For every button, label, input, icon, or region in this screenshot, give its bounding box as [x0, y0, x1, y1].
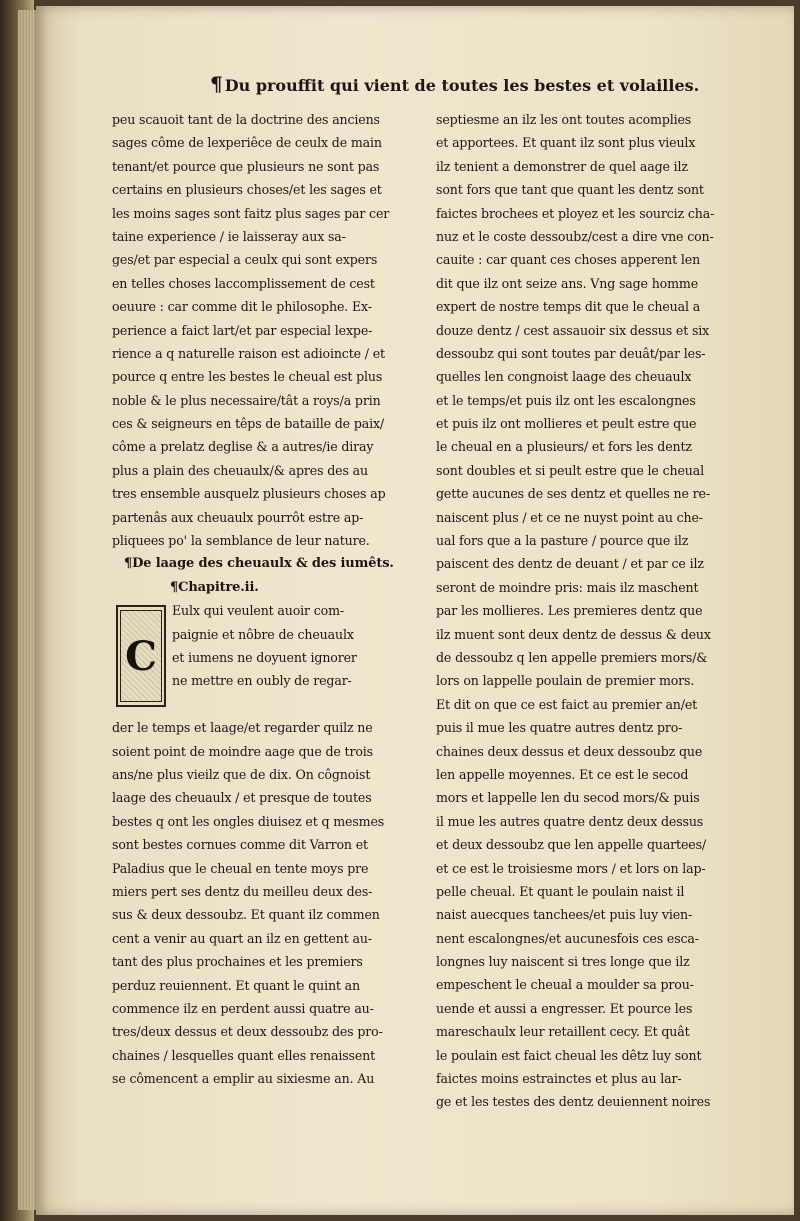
text-line: sus & deux dessoubz. Et quant ilz commen	[112, 907, 380, 923]
text-line: ces & seigneurs en têps de bataille de paix/	[112, 416, 385, 432]
text-line: Paladius que le cheual en tente moys pre	[112, 860, 369, 876]
text-line: sont doubles et si peult estre que le cheual	[436, 462, 704, 478]
text-line: dessoubz qui sont toutes par deuât/par les-	[436, 345, 706, 361]
text-line: Eulx qui veulent auoir com-	[172, 603, 345, 619]
text-line: cauite : car quant ces choses apperent len	[436, 252, 701, 268]
text-line: pelle cheual. Et quant le poulain naist il	[436, 883, 685, 899]
pilcrow-mark: ¶	[210, 72, 223, 96]
drop-cap-lines	[172, 599, 418, 716]
text-line: puis il mue les quatre autres dentz pro-	[436, 720, 683, 736]
text-line: le poulain est faict cheual les dêtz luy sont	[436, 1047, 702, 1063]
text-line: Et dit on que ce est faict au premier an/et	[436, 696, 698, 712]
text-line: paiscent des dentz de deuant / et par ce ilz	[436, 556, 704, 572]
text-line: cent a venir au quart an ilz en gettent au-	[112, 930, 372, 946]
text-line: et apportees. Et quant ilz sont plus vieulx	[436, 135, 696, 151]
chapter-heading: ¶De laage des cheuaulx & des iumêts.	[124, 556, 394, 572]
text-line: ge et les testes des dentz deuiennent noires	[436, 1094, 711, 1110]
text-line: pliquees po' la semblance de leur nature.	[112, 533, 370, 549]
text-line: empeschent le cheual a moulder sa prou-	[436, 977, 694, 993]
left-lines-before	[112, 108, 418, 552]
text-line: tant des plus prochaines et les premiers	[112, 954, 363, 970]
initial-letter: C	[120, 610, 162, 702]
text-line: naiscent plus / et ce ne nuyst point au che-	[436, 509, 703, 525]
text-line: perduz reuiennent. Et quant le quint an	[112, 977, 361, 993]
text-line: plus a plain des cheuaulx/& apres des au	[112, 462, 368, 478]
text-line: côme a prelatz deglise & a autres/ie diray	[112, 439, 374, 455]
drop-cap-block	[112, 599, 418, 716]
text-line: soient point de moindre aage que de trois	[112, 743, 373, 759]
page-edges	[18, 10, 38, 1210]
text-line: par les mollieres. Les premieres dentz que	[436, 603, 703, 619]
text-line: gette aucunes de ses dentz et quelles ne re-	[436, 486, 710, 502]
text-line: len appelle moyennes. Et ce est le secod	[436, 766, 689, 782]
text-line: ges/et par especial a ceulx qui sont expers	[112, 252, 378, 268]
text-line: bestes q ont les ongles diuisez et q mesmes	[112, 813, 385, 829]
text-line: et puis ilz ont mollieres et peult estre que	[436, 416, 697, 432]
left-column	[112, 108, 418, 1090]
text-line: rience a q naturelle raison est adioincte / et	[112, 345, 385, 361]
running-header-title: Du prouffit qui vient de toutes les bestes et volailles.	[224, 76, 700, 95]
text-line: dit que ilz ont seize ans. Vng sage homme	[436, 275, 698, 291]
text-line: chaines / lesquelles quant elles renaissent	[112, 1047, 376, 1063]
text-line: chaines deux dessus et deux dessoubz que	[436, 743, 703, 759]
text-line: certains en plusieurs choses/et les sages et	[112, 182, 382, 198]
text-line: sont bestes cornues comme dit Varron et	[112, 837, 368, 853]
text-line: sages côme de lexperiêce de ceulx de main	[112, 135, 382, 151]
text-line: ilz muent sont deux dentz de dessus & deux	[436, 626, 711, 642]
text-line: sont fors que tant que quant les dentz sont	[436, 182, 704, 198]
text-line: uende et aussi a engresser. Et pource les	[436, 1000, 693, 1016]
text-line: peu scauoit tant de la doctrine des anciens	[112, 112, 380, 127]
text-line: mors et lappelle len du secod mors/& puis	[436, 790, 700, 806]
text-line: seront de moindre pris: mais ilz maschent	[436, 579, 699, 595]
text-line: de dessoubz q len appelle premiers mors/&	[436, 649, 708, 665]
text-line: der le temps et laage/et regarder quilz ne	[112, 720, 373, 736]
text-line: en telles choses laccomplissement de cest	[112, 275, 375, 291]
text-line: les moins sages sont faitz plus sages par cer	[112, 205, 390, 221]
text-line	[172, 693, 418, 716]
text-line: perience a faict lart/et par especial lexpe-	[112, 322, 373, 338]
text-line: et ce est le troisiesme mors / et lors on lap-	[436, 860, 706, 876]
text-line: partenâs aux cheuaulx pourrôt estre ap-	[112, 509, 364, 525]
decorated-initial	[116, 605, 166, 707]
text-line: ilz tenient a demonstrer de quel aage ilz	[436, 158, 688, 174]
text-line: et deux dessoubz que len appelle quartees/	[436, 837, 706, 853]
text-line: ans/ne plus vieilz que de dix. On côgnoist	[112, 766, 371, 782]
text-line: mareschaulx leur retaillent cecy. Et quât	[436, 1024, 690, 1040]
right-lines	[436, 108, 742, 1114]
text-line: douze dentz / cest assauoir six dessus et six	[436, 322, 710, 338]
text-line: nent escalongnes/et aucunesfois ces esca-	[436, 930, 699, 946]
text-line: noble & le plus necessaire/tât a roys/a prin	[112, 392, 381, 408]
text-line: le cheual en a plusieurs/ et fors les dentz	[436, 439, 692, 455]
text-line: laage des cheuaulx / et presque de toutes	[112, 790, 372, 806]
text-line: miers pert ses dentz du meilleu deux des-	[112, 883, 373, 899]
chapter-number: ¶Chapitre.ii.	[170, 579, 259, 595]
text-line: faictes moins estrainctes et plus au lar-	[436, 1071, 682, 1087]
text-line: tres ensemble ausquelz plusieurs choses ap	[112, 486, 386, 502]
text-line: commence ilz en perdent aussi quatre au-	[112, 1000, 374, 1016]
text-line: se cômencent a emplir au sixiesme an. Au	[112, 1071, 375, 1087]
text-line: lors on lappelle poulain de premier mors.	[436, 673, 695, 689]
text-line: pource q entre les bestes le cheual est plus	[112, 369, 383, 385]
text-line: nuz et le coste dessoubz/cest a dire vne con-	[436, 228, 714, 244]
text-line: oeuure : car comme dit le philosophe. Ex-	[112, 299, 372, 315]
right-column	[436, 108, 742, 1114]
text-line: et le temps/et puis ilz ont les escalongnes	[436, 392, 696, 408]
left-lines-after	[112, 716, 418, 1090]
text-line: quelles len congnoist laage des cheuaulx	[436, 369, 692, 385]
text-line: longnes luy naiscent si tres longe que ilz	[436, 954, 690, 970]
text-line: faictes brochees et ployez et les sourciz cha-	[436, 205, 715, 221]
text-line: tres/deux dessus et deux dessoubz des pro-	[112, 1024, 383, 1040]
text-line: taine experience / ie laisseray aux sa-	[112, 228, 346, 244]
running-header	[210, 72, 730, 96]
text-line: il mue les autres quatre dentz deux dessus	[436, 813, 704, 829]
text-line: ne mettre en oubly de regar-	[172, 673, 352, 689]
text-line: expert de nostre temps dit que le cheual a	[436, 299, 701, 315]
text-line: ual fors que a la pasture / pource que ilz	[436, 533, 689, 549]
text-line: tenant/et pource que plusieurs ne sont pas	[112, 158, 380, 174]
text-line: septiesme an ilz les ont toutes acomplies	[436, 112, 692, 127]
text-line: naist auecques tanchees/et puis luy vien-	[436, 907, 693, 923]
text-line: et iumens ne doyuent ignorer	[172, 649, 357, 665]
text-line: paignie et nôbre de cheuaulx	[172, 626, 354, 642]
